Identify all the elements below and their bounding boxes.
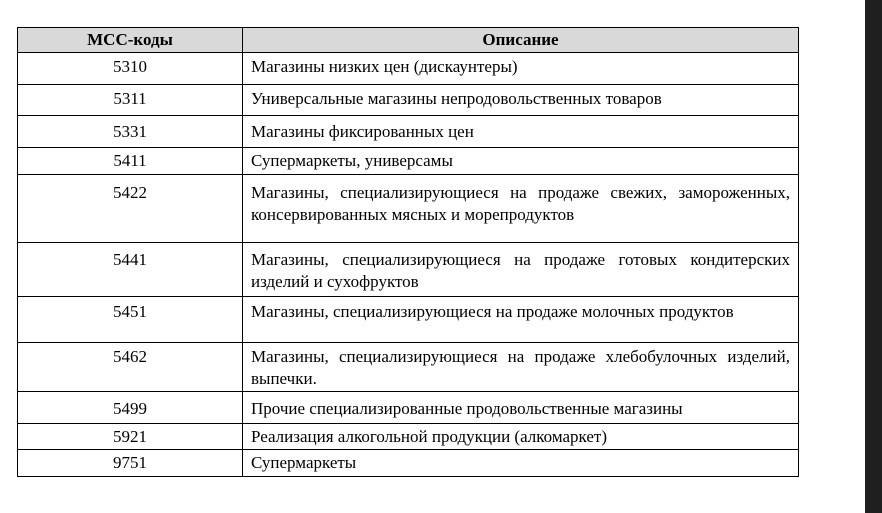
description-cell: Супермаркеты [243, 450, 799, 477]
description-cell: Магазины низких цен (дискаунтеры) [243, 53, 799, 85]
table-row [18, 116, 799, 148]
mcc-codes-table [17, 27, 799, 477]
table-row [18, 175, 799, 243]
table-row [18, 424, 799, 450]
description-cell: Универсальные магазины непродовольственных товаров [243, 85, 799, 116]
description-cell: Реализация алкогольной продукции (алкомаркет) [243, 424, 799, 450]
description-cell: Магазины, специализирующиеся на продаже хлебобулочных изделий, выпечки. [243, 343, 799, 392]
table-row [18, 343, 799, 392]
header-description: Описание [243, 28, 799, 53]
mcc-code-cell: 9751 [18, 450, 243, 477]
mcc-code-cell: 5499 [18, 392, 243, 424]
header-mcc-codes: МСС-коды [18, 28, 243, 53]
mcc-code-cell: 5422 [18, 175, 243, 243]
mcc-code-cell: 5451 [18, 297, 243, 343]
mcc-code-cell: 5462 [18, 343, 243, 392]
mcc-code-cell: 5311 [18, 85, 243, 116]
description-cell: Магазины, специализирующиеся на продаже свежих, замороженных, консервированных мясных и морепродуктов [243, 175, 799, 243]
description-cell: Магазины, специализирующиеся на продаже готовых кондитерских изделий и сухофруктов [243, 243, 799, 297]
mcc-code-cell: 5441 [18, 243, 243, 297]
description-cell: Супермаркеты, универсамы [243, 148, 799, 175]
mcc-code-cell: 5411 [18, 148, 243, 175]
table-row [18, 450, 799, 477]
mcc-code-cell: 5921 [18, 424, 243, 450]
table-header-row [18, 28, 799, 53]
table-row [18, 297, 799, 343]
description-cell: Магазины фиксированных цен [243, 116, 799, 148]
table-row [18, 392, 799, 424]
description-cell: Магазины, специализирующиеся на продаже молочных продуктов [243, 297, 799, 343]
description-cell: Прочие специализированные продовольственные магазины [243, 392, 799, 424]
table-row [18, 148, 799, 175]
mcc-code-cell: 5331 [18, 116, 243, 148]
mcc-code-cell: 5310 [18, 53, 243, 85]
viewer-background-edge [865, 0, 882, 513]
table-row [18, 53, 799, 85]
table-row [18, 243, 799, 297]
table-row [18, 85, 799, 116]
